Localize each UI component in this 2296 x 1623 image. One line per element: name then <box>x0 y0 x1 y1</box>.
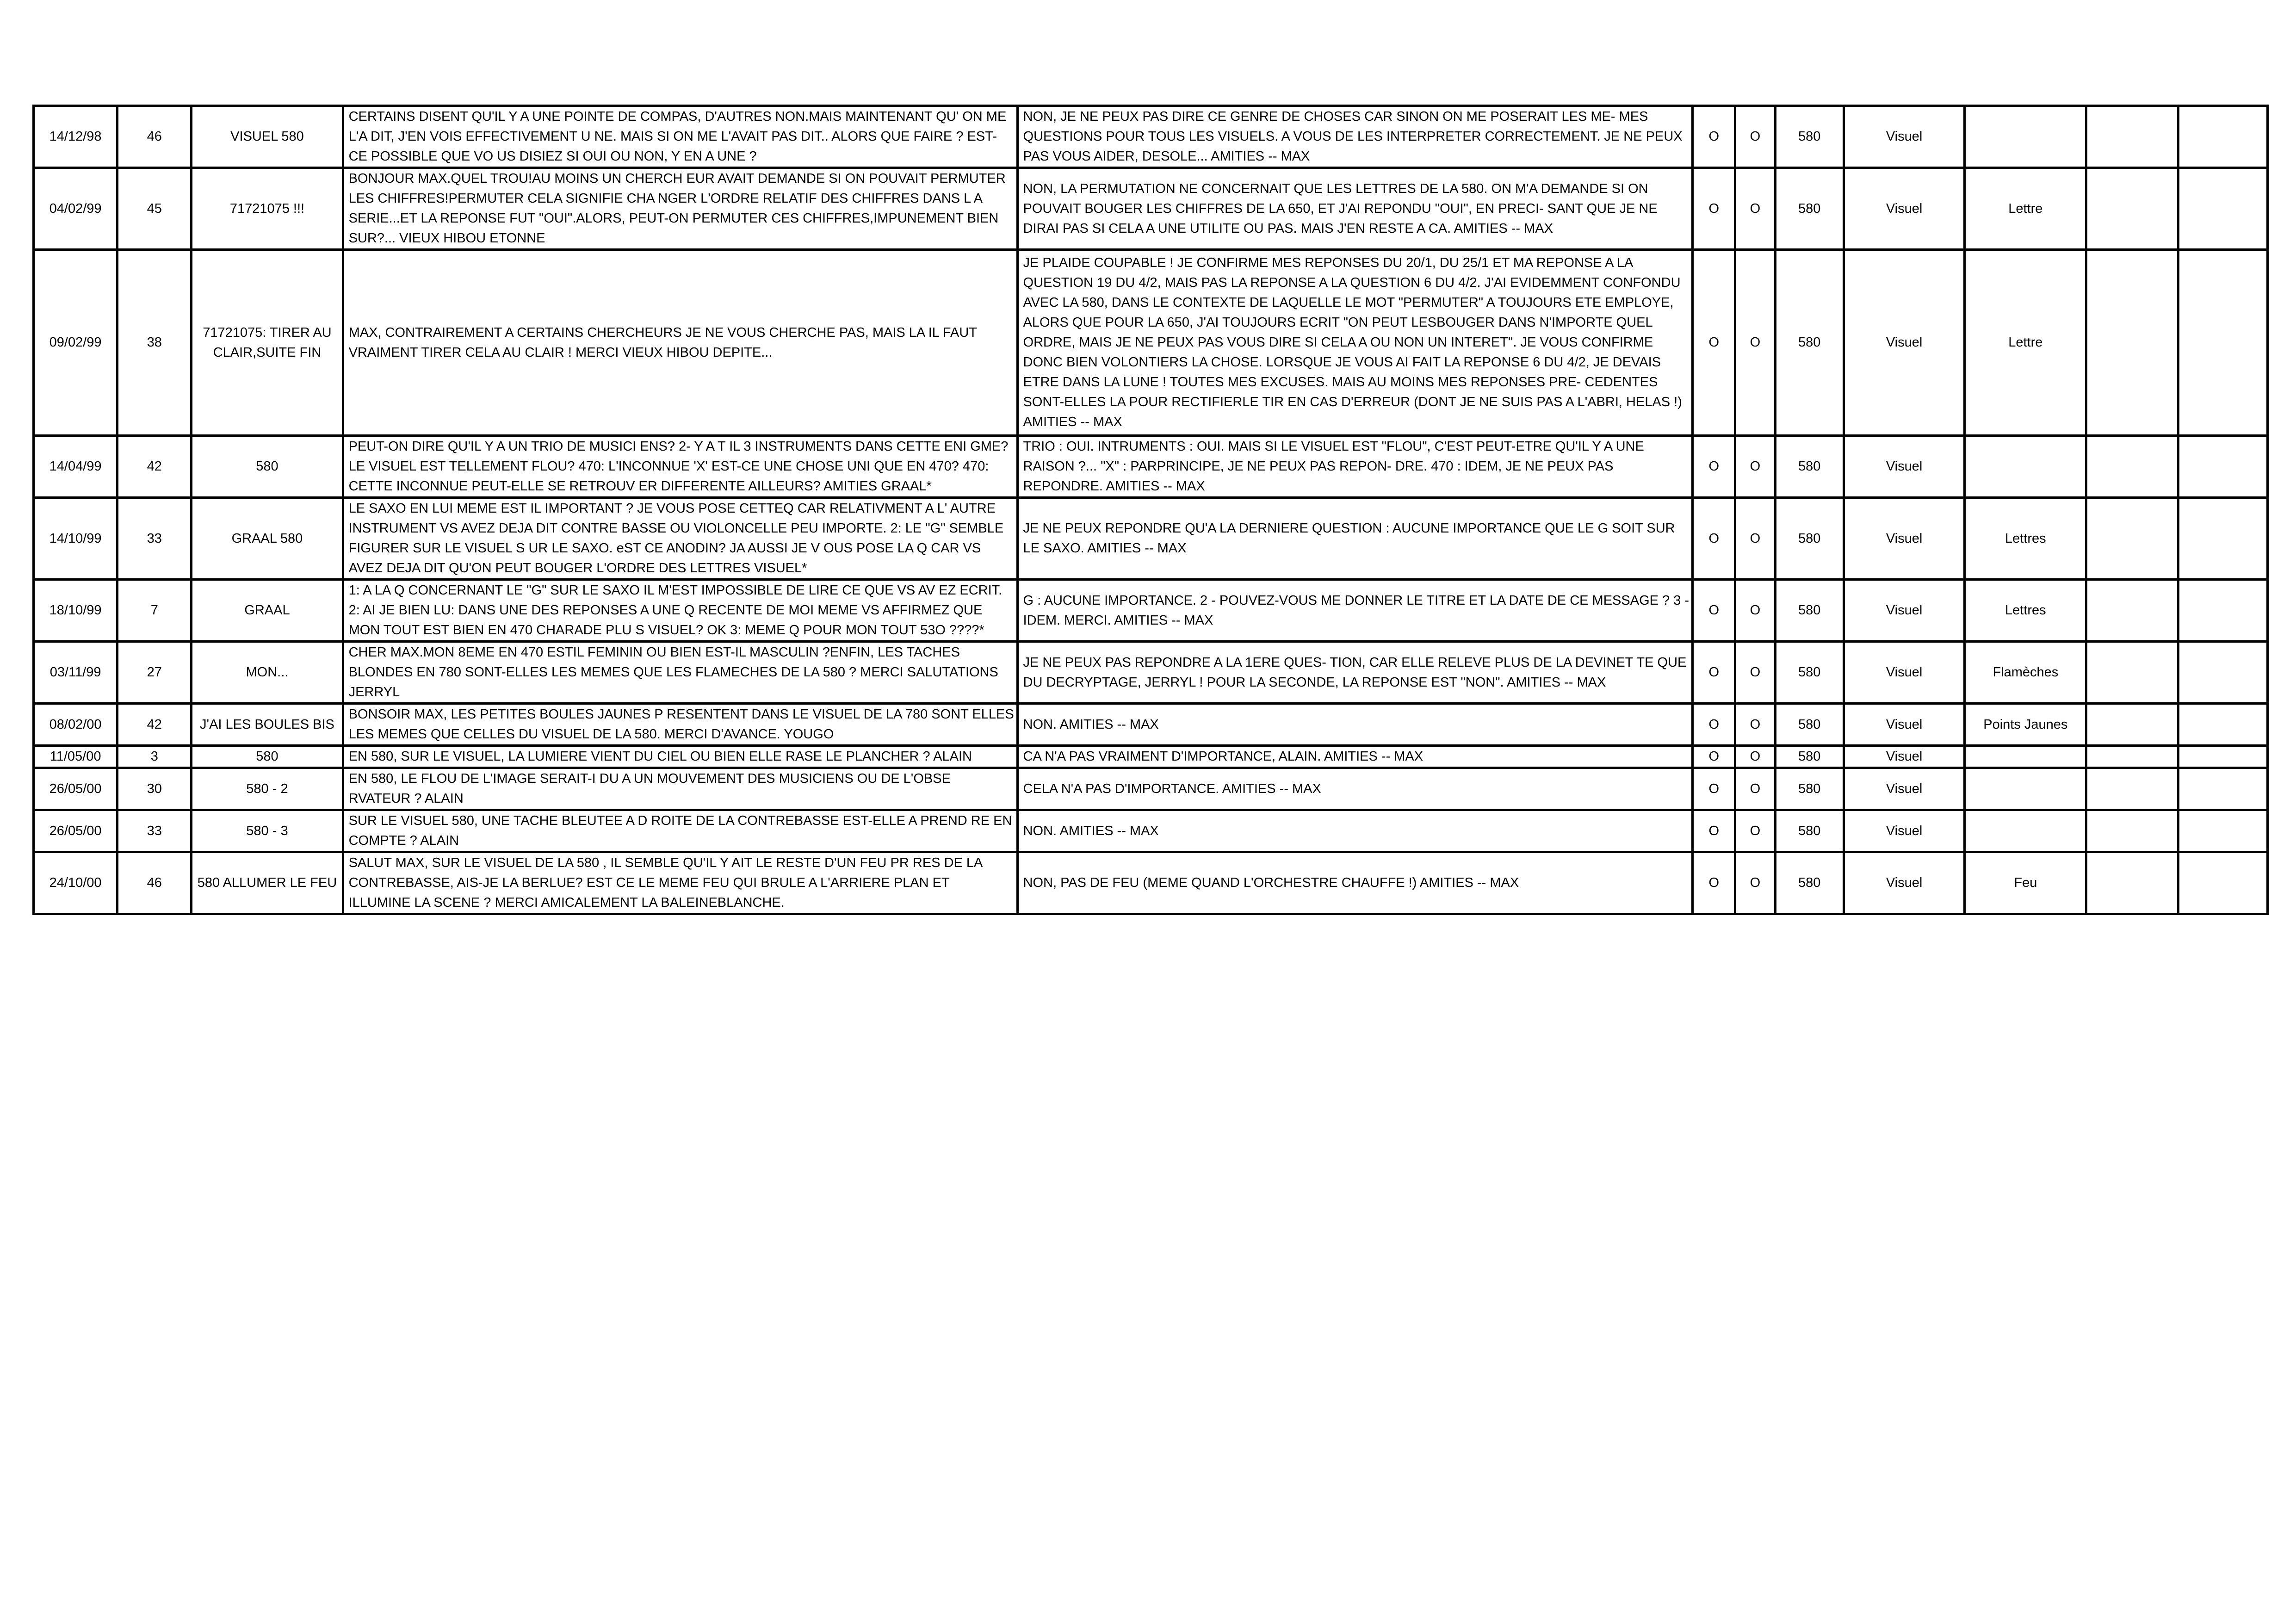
question-cell: EN 580, LE FLOU DE L'IMAGE SERAIT-I DU A UN MOUVEMENT DES MUSICIENS OU DE L'OBSE RVATEUR ? ALAIN <box>343 768 1017 810</box>
category-cell: Points Jaunes <box>1965 704 2086 746</box>
flag-cell-2: O <box>1735 704 1776 746</box>
question-cell: CHER MAX.MON 8EME EN 470 ESTIL FEMININ OU BIEN EST-IL MASCULIN ?ENFIN, LES TACHES BLONDES EN 780 SONT-ELLES LES MEMES QUE LES FLAMECHES DE LA 580 ? MERCI SALUTATIONS JERRYL <box>343 642 1017 704</box>
number-cell: 46 <box>118 106 192 168</box>
category-cell <box>1965 746 2086 768</box>
code-cell: 580 <box>1775 746 1844 768</box>
subject-cell: J'AI LES BOULES BIS <box>192 704 343 746</box>
qa-table <box>32 105 2269 915</box>
type-cell: Visuel <box>1844 704 1965 746</box>
extra-cell-1 <box>2086 250 2178 436</box>
flag-cell-1: O <box>1693 580 1735 642</box>
extra-cell-2 <box>2178 852 2267 914</box>
extra-cell-1 <box>2086 168 2178 250</box>
question-cell: PEUT-ON DIRE QU'IL Y A UN TRIO DE MUSICI ENS? 2- Y A T IL 3 INSTRUMENTS DANS CETTE ENI GME? LE VISUEL EST TELLEMENT FLOU? 470: L'INCONNUE 'X' EST-CE UNE CHOSE UNI QUE EN 470? 470: CETTE INCONNUE PEUT-ELLE SE RETROUV ER DIFFERENTE AILLEURS? AMITIES GRAAL* <box>343 436 1017 498</box>
code-cell: 580 <box>1775 498 1844 580</box>
number-cell: 42 <box>118 436 192 498</box>
category-cell <box>1965 106 2086 168</box>
answer-cell: JE NE PEUX PAS REPONDRE A LA 1ERE QUES- TION, CAR ELLE RELEVE PLUS DE LA DEVINET TE QUE DU DECRYPTAGE, JERRYL ! POUR LA SECONDE, LA REPONSE EST "NON". AMITIES -- MAX <box>1017 642 1693 704</box>
code-cell: 580 <box>1775 580 1844 642</box>
answer-cell: JE NE PEUX REPONDRE QU'A LA DERNIERE QUESTION : AUCUNE IMPORTANCE QUE LE G SOIT SUR LE SAXO. AMITIES -- MAX <box>1017 498 1693 580</box>
table-row <box>34 106 2268 168</box>
table-row <box>34 250 2268 436</box>
type-cell: Visuel <box>1844 810 1965 852</box>
subject-cell: 580 <box>192 436 343 498</box>
flag-cell-2: O <box>1735 746 1776 768</box>
number-cell: 30 <box>118 768 192 810</box>
question-cell: CERTAINS DISENT QU'IL Y A UNE POINTE DE COMPAS, D'AUTRES NON.MAIS MAINTENANT QU' ON ME L'A DIT, J'EN VOIS EFFECTIVEMENT U NE. MAIS SI ON ME L'AVAIT PAS DIT.. ALORS QUE FAIRE ? EST-CE POSSIBLE QUE VO US DISIEZ SI OUI OU NON, Y EN A UNE ? <box>343 106 1017 168</box>
flag-cell-1: O <box>1693 250 1735 436</box>
flag-cell-1: O <box>1693 852 1735 914</box>
extra-cell-1 <box>2086 642 2178 704</box>
extra-cell-1 <box>2086 810 2178 852</box>
type-cell: Visuel <box>1844 642 1965 704</box>
date-cell: 26/05/00 <box>34 768 118 810</box>
answer-cell: NON. AMITIES -- MAX <box>1017 810 1693 852</box>
table-row <box>34 810 2268 852</box>
subject-cell: 71721075 !!! <box>192 168 343 250</box>
extra-cell-2 <box>2178 580 2267 642</box>
number-cell: 3 <box>118 746 192 768</box>
flag-cell-1: O <box>1693 106 1735 168</box>
extra-cell-2 <box>2178 810 2267 852</box>
type-cell: Visuel <box>1844 852 1965 914</box>
table-row <box>34 768 2268 810</box>
flag-cell-2: O <box>1735 580 1776 642</box>
extra-cell-1 <box>2086 704 2178 746</box>
category-cell: Lettres <box>1965 580 2086 642</box>
type-cell: Visuel <box>1844 436 1965 498</box>
category-cell: Lettre <box>1965 250 2086 436</box>
number-cell: 33 <box>118 498 192 580</box>
subject-cell: GRAAL <box>192 580 343 642</box>
number-cell: 45 <box>118 168 192 250</box>
flag-cell-2: O <box>1735 168 1776 250</box>
code-cell: 580 <box>1775 250 1844 436</box>
category-cell: Feu <box>1965 852 2086 914</box>
extra-cell-1 <box>2086 106 2178 168</box>
extra-cell-2 <box>2178 106 2267 168</box>
extra-cell-2 <box>2178 768 2267 810</box>
extra-cell-1 <box>2086 580 2178 642</box>
type-cell: Visuel <box>1844 168 1965 250</box>
question-cell: SALUT MAX, SUR LE VISUEL DE LA 580 , IL SEMBLE QU'IL Y AIT LE RESTE D'UN FEU PR RES DE LA CONTREBASSE, AIS-JE LA BERLUE? EST CE LE MEME FEU QUI BRULE A L'ARRIERE PLAN ET ILLUMINE LA SCENE ? MERCI AMICALEMENT LA BALEINEBLANCHE. <box>343 852 1017 914</box>
answer-cell: NON, JE NE PEUX PAS DIRE CE GENRE DE CHOSES CAR SINON ON ME POSERAIT LES ME- MES QUESTIONS POUR TOUS LES VISUELS. A VOUS DE LES INTERPRETER CORRECTEMENT. JE NE PEUX PAS VOUS AIDER, DESOLE... AMITIES -- MAX <box>1017 106 1693 168</box>
subject-cell: GRAAL 580 <box>192 498 343 580</box>
subject-cell: 580 <box>192 746 343 768</box>
code-cell: 580 <box>1775 704 1844 746</box>
answer-cell: NON, PAS DE FEU (MEME QUAND L'ORCHESTRE CHAUFFE !) AMITIES -- MAX <box>1017 852 1693 914</box>
category-cell <box>1965 810 2086 852</box>
date-cell: 09/02/99 <box>34 250 118 436</box>
type-cell: Visuel <box>1844 746 1965 768</box>
table-row <box>34 436 2268 498</box>
flag-cell-2: O <box>1735 106 1776 168</box>
date-cell: 24/10/00 <box>34 852 118 914</box>
answer-cell: CELA N'A PAS D'IMPORTANCE. AMITIES -- MAX <box>1017 768 1693 810</box>
table-row <box>34 642 2268 704</box>
answer-cell: TRIO : OUI. INTRUMENTS : OUI. MAIS SI LE VISUEL EST "FLOU", C'EST PEUT-ETRE QU'IL Y A UNE RAISON ?... "X" : PARPRINCIPE, JE NE PEUX PAS REPON- DRE. 470 : IDEM, JE NE PEUX PAS REPONDRE. AMITIES -- MAX <box>1017 436 1693 498</box>
date-cell: 04/02/99 <box>34 168 118 250</box>
answer-cell: CA N'A PAS VRAIMENT D'IMPORTANCE, ALAIN. AMITIES -- MAX <box>1017 746 1693 768</box>
flag-cell-2: O <box>1735 810 1776 852</box>
subject-cell: 580 ALLUMER LE FEU <box>192 852 343 914</box>
date-cell: 18/10/99 <box>34 580 118 642</box>
type-cell: Visuel <box>1844 250 1965 436</box>
date-cell: 14/10/99 <box>34 498 118 580</box>
type-cell: Visuel <box>1844 106 1965 168</box>
code-cell: 580 <box>1775 852 1844 914</box>
table-row <box>34 704 2268 746</box>
flag-cell-1: O <box>1693 642 1735 704</box>
flag-cell-1: O <box>1693 768 1735 810</box>
question-cell: SUR LE VISUEL 580, UNE TACHE BLEUTEE A D ROITE DE LA CONTREBASSE EST-ELLE A PREND RE EN COMPTE ? ALAIN <box>343 810 1017 852</box>
flag-cell-2: O <box>1735 498 1776 580</box>
subject-cell: 580 - 3 <box>192 810 343 852</box>
category-cell <box>1965 768 2086 810</box>
flag-cell-1: O <box>1693 436 1735 498</box>
flag-cell-2: O <box>1735 642 1776 704</box>
question-cell: 1: A LA Q CONCERNANT LE "G" SUR LE SAXO IL M'EST IMPOSSIBLE DE LIRE CE QUE VS AV EZ ECRIT. 2: AI JE BIEN LU: DANS UNE DES REPONSES A UNE Q RECENTE DE MOI MEME VS AFFIRMEZ QUE MON TOUT EST BIEN EN 470 CHARADE PLU S VISUEL? OK 3: MEME Q POUR MON TOUT 53O ????* <box>343 580 1017 642</box>
extra-cell-2 <box>2178 168 2267 250</box>
flag-cell-2: O <box>1735 436 1776 498</box>
category-cell <box>1965 436 2086 498</box>
extra-cell-1 <box>2086 746 2178 768</box>
table-row <box>34 168 2268 250</box>
flag-cell-2: O <box>1735 768 1776 810</box>
code-cell: 580 <box>1775 106 1844 168</box>
question-cell: MAX, CONTRAIREMENT A CERTAINS CHERCHEURS JE NE VOUS CHERCHE PAS, MAIS LA IL FAUT VRAIMENT TIRER CELA AU CLAIR ! MERCI VIEUX HIBOU DEPITE... <box>343 250 1017 436</box>
extra-cell-2 <box>2178 436 2267 498</box>
number-cell: 38 <box>118 250 192 436</box>
date-cell: 26/05/00 <box>34 810 118 852</box>
subject-cell: 71721075: TIRER AU CLAIR,SUITE FIN <box>192 250 343 436</box>
extra-cell-2 <box>2178 704 2267 746</box>
flag-cell-1: O <box>1693 168 1735 250</box>
category-cell: Lettre <box>1965 168 2086 250</box>
table-row <box>34 498 2268 580</box>
category-cell: Flamèches <box>1965 642 2086 704</box>
answer-cell: NON. AMITIES -- MAX <box>1017 704 1693 746</box>
category-cell: Lettres <box>1965 498 2086 580</box>
subject-cell: MON... <box>192 642 343 704</box>
number-cell: 7 <box>118 580 192 642</box>
number-cell: 42 <box>118 704 192 746</box>
extra-cell-2 <box>2178 746 2267 768</box>
extra-cell-1 <box>2086 768 2178 810</box>
extra-cell-1 <box>2086 436 2178 498</box>
number-cell: 33 <box>118 810 192 852</box>
type-cell: Visuel <box>1844 498 1965 580</box>
type-cell: Visuel <box>1844 768 1965 810</box>
code-cell: 580 <box>1775 436 1844 498</box>
flag-cell-2: O <box>1735 250 1776 436</box>
extra-cell-2 <box>2178 642 2267 704</box>
subject-cell: 580 - 2 <box>192 768 343 810</box>
date-cell: 14/12/98 <box>34 106 118 168</box>
flag-cell-1: O <box>1693 746 1735 768</box>
question-cell: BONJOUR MAX.QUEL TROU!AU MOINS UN CHERCH EUR AVAIT DEMANDE SI ON POUVAIT PERMUTER LES CHIFFRES!PERMUTER CELA SIGNIFIE CHA NGER L'ORDRE RELATIF DES CHIFFRES DANS L A SERIE...ET LA REPONSE FUT "OUI".ALORS, PEUT-ON PERMUTER CES CHIFFRES,IMPUNEMENT BIEN SUR?... VIEUX HIBOU ETONNE <box>343 168 1017 250</box>
table-row <box>34 746 2268 768</box>
answer-cell: JE PLAIDE COUPABLE ! JE CONFIRME MES REPONSES DU 20/1, DU 25/1 ET MA REPONSE A LA QUESTION 19 DU 4/2, MAIS PAS LA REPONSE A LA QUESTION 6 DU 4/2. J'AI EVIDEMMENT CONFONDU AVEC LA 580, DANS LE CONTEXTE DE LAQUELLE LE MOT "PERMUTER" A TOUJOURS ETE EMPLOYE, ALORS QUE POUR LA 650, J'AI TOUJOURS ECRIT "ON PEUT LESBOUGER DANS N'IMPORTE QUEL ORDRE, MAIS JE NE PEUX PAS VOUS DIRE SI CELA A OU NON UN INTERET". JE VOUS CONFIRME DONC BIEN VOLONTIERS LA CHOSE. LORSQUE JE VOUS AI FAIT LA REPONSE 6 DU 4/2, JE DEVAIS ETRE DANS LA LUNE ! TOUTES MES EXCUSES. MAIS AU MOINS MES REPONSES PRE- CEDENTES SONT-ELLES LA POUR RECTIFIERLE TIR EN CAS D'ERREUR (DONT JE NE SUIS PAS A L'ABRI, HELAS !) AMITIES -- MAX <box>1017 250 1693 436</box>
flag-cell-1: O <box>1693 704 1735 746</box>
flag-cell-1: O <box>1693 810 1735 852</box>
date-cell: 14/04/99 <box>34 436 118 498</box>
code-cell: 580 <box>1775 168 1844 250</box>
question-cell: LE SAXO EN LUI MEME EST IL IMPORTANT ? JE VOUS POSE CETTEQ CAR RELATIVMENT A L' AUTRE INSTRUMENT VS AVEZ DEJA DIT CONTRE BASSE OU VIOLONCELLE PEU IMPORTE. 2: LE "G" SEMBLE FIGURER SUR LE VISUEL S UR LE SAXO. eST CE ANODIN? JA AUSSI JE V OUS POSE LA Q CAR VS AVEZ DEJA DIT QU'ON PEUT BOUGER L'ORDRE DES LETTRES VISUEL* <box>343 498 1017 580</box>
extra-cell-1 <box>2086 498 2178 580</box>
number-cell: 27 <box>118 642 192 704</box>
table-row <box>34 580 2268 642</box>
code-cell: 580 <box>1775 768 1844 810</box>
extra-cell-2 <box>2178 250 2267 436</box>
flag-cell-2: O <box>1735 852 1776 914</box>
subject-cell: VISUEL 580 <box>192 106 343 168</box>
date-cell: 11/05/00 <box>34 746 118 768</box>
question-cell: BONSOIR MAX, LES PETITES BOULES JAUNES P RESENTENT DANS LE VISUEL DE LA 780 SONT ELLES LES MEMES QUE CELLES DU VISUEL DE LA 580. MERCI D'AVANCE. YOUGO <box>343 704 1017 746</box>
answer-cell: G : AUCUNE IMPORTANCE. 2 - POUVEZ-VOUS ME DONNER LE TITRE ET LA DATE DE CE MESSAGE ? 3 - IDEM. MERCI. AMITIES -- MAX <box>1017 580 1693 642</box>
code-cell: 580 <box>1775 642 1844 704</box>
answer-cell: NON, LA PERMUTATION NE CONCERNAIT QUE LES LETTRES DE LA 580. ON M'A DEMANDE SI ON POUVAIT BOUGER LES CHIFFRES DE LA 650, ET J'AI REPONDU "OUI", EN PRECI- SANT QUE JE NE DIRAI PAS SI CELA A UNE UTILITE OU PAS. MAIS J'EN RESTE A CA. AMITIES -- MAX <box>1017 168 1693 250</box>
code-cell: 580 <box>1775 810 1844 852</box>
extra-cell-2 <box>2178 498 2267 580</box>
flag-cell-1: O <box>1693 498 1735 580</box>
question-cell: EN 580, SUR LE VISUEL, LA LUMIERE VIENT DU CIEL OU BIEN ELLE RASE LE PLANCHER ? ALAIN <box>343 746 1017 768</box>
date-cell: 08/02/00 <box>34 704 118 746</box>
number-cell: 46 <box>118 852 192 914</box>
extra-cell-1 <box>2086 852 2178 914</box>
table-row <box>34 852 2268 914</box>
date-cell: 03/11/99 <box>34 642 118 704</box>
table-body <box>34 106 2268 914</box>
type-cell: Visuel <box>1844 580 1965 642</box>
